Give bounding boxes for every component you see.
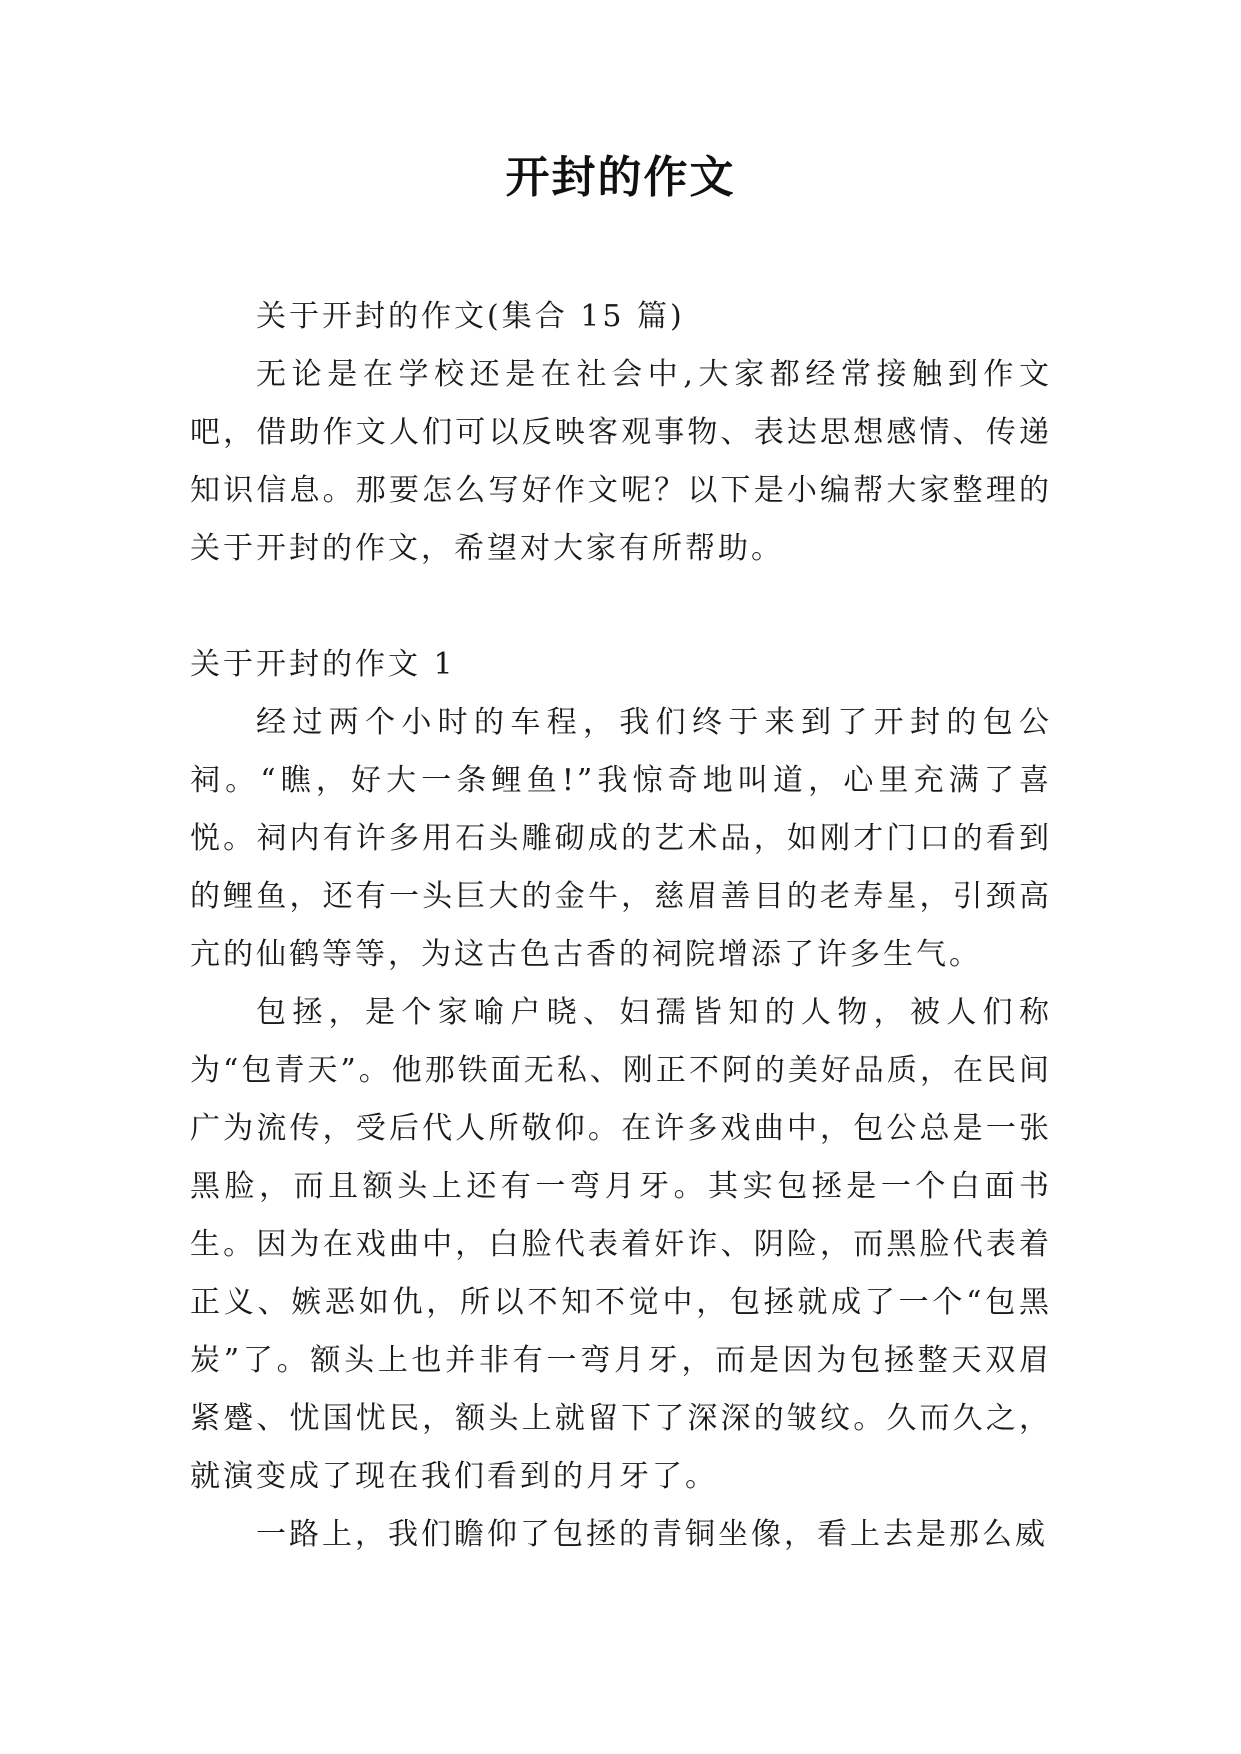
section-spacer bbox=[190, 578, 1052, 636]
section-paragraph-2: 包拯，是个家喻户晓、妇孺皆知的人物，被人们称为“包青天”。他那铁面无私、刚正不阿的美好品质，在民间广为流传，受后代人所敬仰。在许多戏曲中，包公总是一张黑脸，而且额头上还有一弯月牙。其实包拯是一个白面书生。因为在戏曲中，白脸代表着奸诈、阴险，而黑脸代表着正义、嫉恶如仇，所以不知不觉中，包拯就成了一个“包黑炭”了。额头上也并非有一弯月牙，而是因为包拯整天双眉紧蹙、忧国忧民，额头上就留下了深深的皱纹。久而久之，就演变成了现在我们看到的月牙了。 bbox=[190, 995, 1052, 1494]
section-paragraph-1: 经过两个小时的车程，我们终于来到了开封的包公祠。“瞧，好大一条鲤鱼!”我惊奇地叫道，心里充满了喜悦。祠内有许多用石头雕砌成的艺术品，如刚才门口的看到的鲤鱼，还有一头巨大的金牛，慈眉善目的老寿星，引颈高亢的仙鹤等等，为这古色古香的祠院增添了许多生气。 bbox=[190, 705, 1052, 972]
intro-paragraph: 无论是在学校还是在社会中,大家都经常接触到作文吧，借助作文人们可以反映客观事物、表达思想感情、传递知识信息。那要怎么写好作文呢？以下是小编帮大家整理的关于开封的作文，希望对大家有所帮助。 bbox=[190, 357, 1052, 566]
document-title: 开封的作文 bbox=[505, 152, 736, 203]
section-paragraph-3: 一路上，我们瞻仰了包拯的青铜坐像，看上去是那么威 bbox=[256, 1517, 1048, 1552]
document-body bbox=[190, 288, 1052, 1564]
intro-heading: 关于开封的作文(集合 15 篇) bbox=[256, 299, 685, 334]
section-heading: 关于开封的作文 1 bbox=[190, 647, 456, 682]
